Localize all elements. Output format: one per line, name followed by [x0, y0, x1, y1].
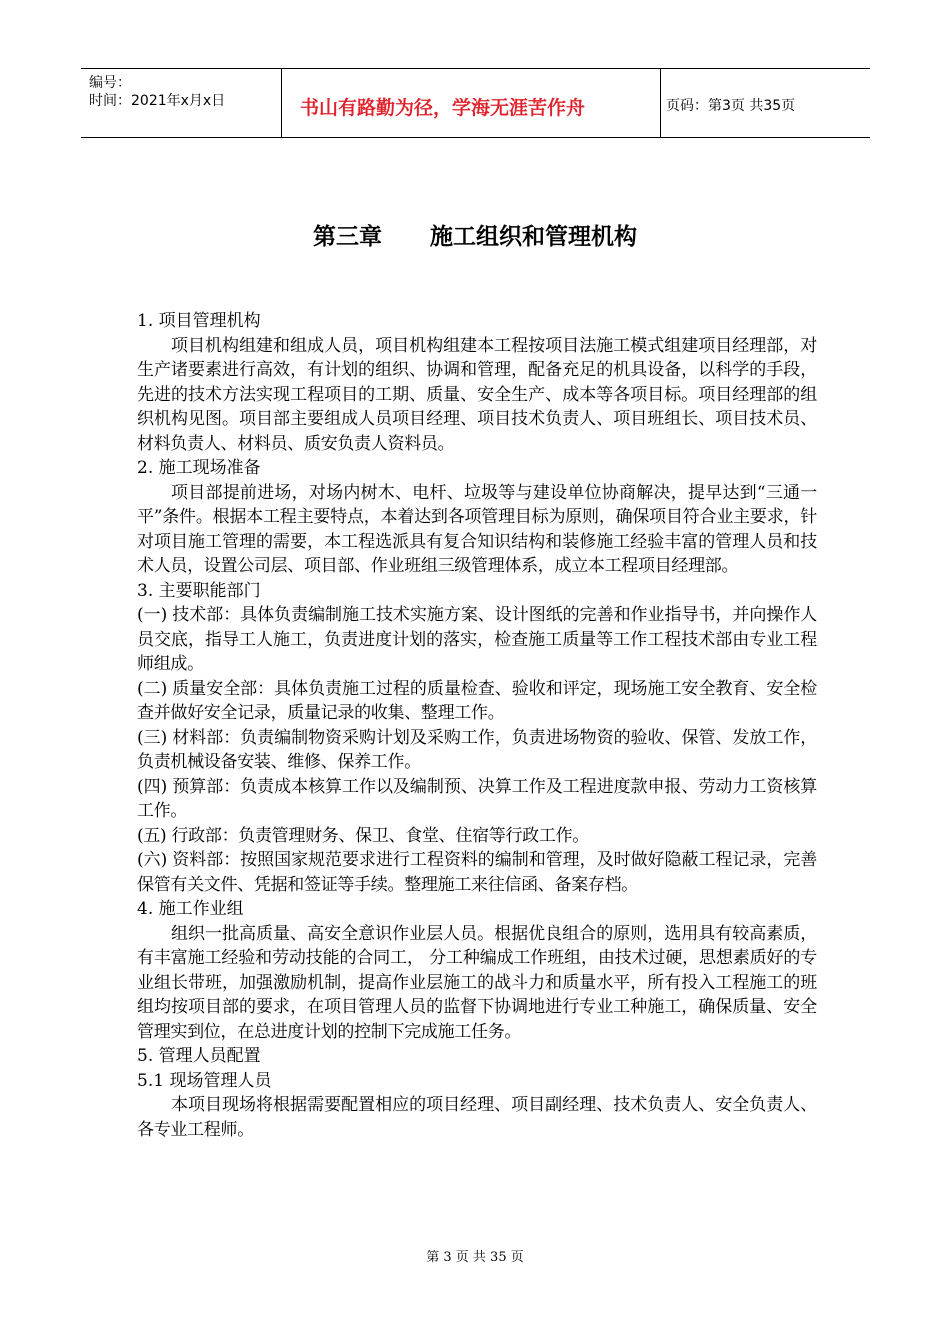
department-item: (一) 技术部：具体负责编制施工技术实施方案、设计图纸的完善和作业指导书，并向操作人员交底，指导工人施工，负责进度计划的落实，检查施工质量等工作工程技术部由专业工程师组成。	[137, 605, 817, 674]
document-date: 时间：2021年x月x日	[89, 93, 226, 109]
header-motto-cell	[281, 69, 661, 137]
chapter-name: 施工组织和管理机构	[430, 224, 637, 250]
department-item: (二) 质量安全部：具体负责施工过程的质量检查、验收和评定，现场施工安全教育、安全检查并做好安全记录，质量记录的收集、整理工作。	[137, 678, 817, 723]
section-heading: 3. 主要职能部门	[137, 580, 261, 601]
header-meta-cell	[81, 69, 281, 137]
header-motto: 书山有路勤为径，学海无涯苦作舟	[300, 97, 586, 119]
section-heading: 4. 施工作业组	[137, 899, 244, 919]
chapter-title	[0, 218, 950, 251]
department-item: (三) 材料部：负责编制物资采购计划及采购工作，负责进场物资的验收、保管、发放工作，负责机械设备安装、维修、保养工作。	[137, 727, 817, 772]
body-paragraph: 项目部提前进场，对场内树木、电杆、垃圾等与建设单位协商解决，提早达到“三通一平”条件。根据本工程主要特点，本着达到各项管理目标为原则，确保项目符合业主要求，针对项目施工管理的需要，本工程选派具有复合知识结构和装修施工经验丰富的管理人员和技术人员，设置公司层、项目部、作业班组三级管理体系，成立本工程项目经理部。	[137, 482, 817, 576]
department-item: (六) 资料部：按照国家规范要求进行工程资料的编制和管理，及时做好隐蔽工程记录，完善保管有关文件、凭据和签证等手续。整理施工来往信函、备案存档。	[137, 850, 817, 895]
department-item: (五) 行政部：负责管理财务、保卫、食堂、住宿等行政工作。	[137, 825, 589, 846]
section-heading: 1. 项目管理机构	[137, 311, 261, 331]
page-footer: 第 3 页 共 35 页	[426, 1250, 524, 1265]
subsection-heading: 5.1 现场管理人员	[137, 1070, 272, 1091]
section-heading: 5. 管理人员配置	[137, 1046, 261, 1066]
body-paragraph: 本项目现场将根据需要配置相应的项目经理、项目副经理、技术负责人、安全负责人、各专业工程师。	[137, 1095, 817, 1140]
section-heading: 2. 施工现场准备	[137, 458, 261, 478]
document-number-label: 编号：	[89, 75, 131, 91]
chapter-number: 第三章	[313, 224, 382, 250]
document-body	[137, 309, 817, 1142]
department-item: (四) 预算部：负责成本核算工作以及编制预、决算工作及工程进度款申报、劳动力工资核算工作。	[137, 776, 817, 821]
body-paragraph: 组织一批高质量、高安全意识作业层人员。根据优良组合的原则，选用具有较高素质， 有丰富施工经验和劳动技能的合同工， 分工种编成工作班组，由技术过硬，思想素质好的专业组长带班，加强激励机制，提高作业层施工的战斗力和质量水平，所有投入工程施工的班组均按项目部的要求，在项目管理人员的监督下协调地进行专业工种施工，确保质量、安全管理实到位，在总进度计划的控制下完成施工任务。	[137, 923, 817, 1042]
body-paragraph: 项目机构组建和组成人员，项目机构组建本工程按项目法施工模式组建项目经理部，对生产诸要素进行高效，有计划的组织、协调和管理，配备充足的机具设备，以科学的手段，先进的技术方法实现工程项目的工期、质量、安全生产、成本等各项目标。项目经理部的组织机构见图。项目部主要组成人员项目经理、项目技术负责人、项目班组长、项目技术员、材料负责人、材料员、质安负责人资料员。	[137, 335, 817, 454]
header-page-cell	[660, 69, 870, 137]
page-header	[81, 68, 870, 138]
header-page-info: 页码：第3页 共35页	[666, 98, 796, 114]
